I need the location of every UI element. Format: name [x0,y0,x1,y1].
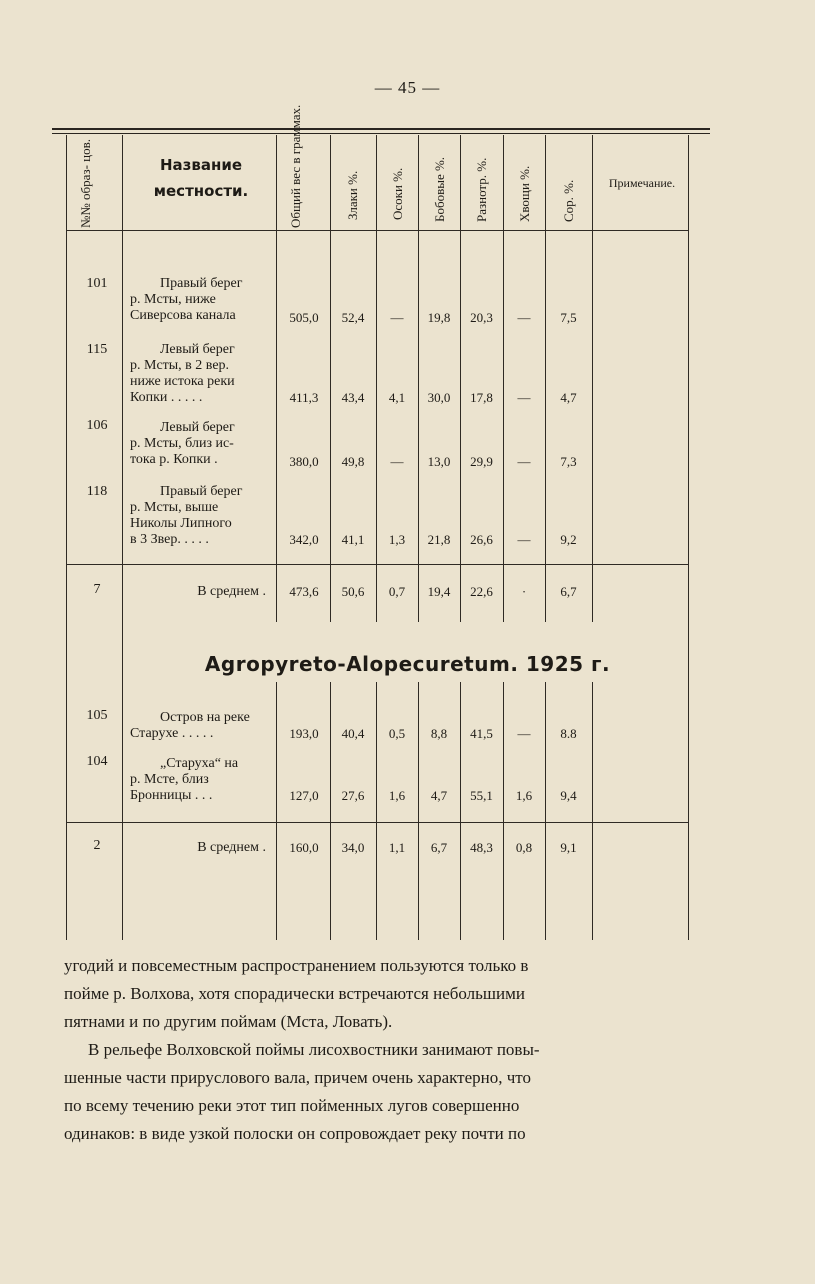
horsetails-value: — [517,532,531,547]
group1-average-rule [66,564,688,565]
locality-name: Остров на реке Старухе . . . . . [130,710,250,741]
grasses-value: 52,4 [341,310,365,325]
header-locality: Название местности. [153,156,249,200]
column-divider [66,135,67,940]
weeds-value: 4,7 [560,390,577,405]
weight-value: 193,0 [289,726,319,741]
sedges-value: 0,5 [388,726,406,741]
header-horsetails: Хвощи %. [517,165,532,222]
sedges-value: 1,6 [388,788,406,803]
sedges-value: 0,7 [388,584,406,599]
column-divider [122,135,123,940]
horsetails-value: · [521,584,527,599]
sedges-value: 4,1 [388,390,406,405]
grasses-value: 41,1 [341,532,365,547]
header-legumes: Бобовые %. [432,156,447,222]
body-text [64,952,686,1148]
sample-number: 106 [86,418,108,433]
weight-value: 505,0 [289,310,319,325]
header-forbs: Разнотр. %. [474,157,489,222]
header-weeds: Сор. %. [561,179,576,222]
weeds-value: 6,7 [560,584,577,599]
sedges-value: — [390,454,404,469]
column-divider [688,135,689,940]
sedges-value: — [390,310,404,325]
forbs-value: 17,8 [470,390,493,405]
sample-number: 118 [86,484,108,499]
text-line: шенные части прируслового вала, причем очень характерно, что [64,1068,531,1087]
legumes-value: 30,0 [427,390,451,405]
horsetails-value: — [517,726,531,741]
locality-name: Левый берег р. Мсты, близ ис- тока р. Копки . [130,420,235,467]
horsetails-value: — [517,390,531,405]
group2-average-rule [66,822,688,823]
weight-value: 160,0 [289,840,319,855]
sample-number: 104 [86,754,108,769]
sample-count: 7 [93,582,101,597]
grasses-value: 27,6 [341,788,365,803]
locality-name: „Старуха“ на р. Мсте, близ Бронницы . . . [130,756,239,803]
horsetails-value: 0,8 [515,840,533,855]
legumes-value: 19,4 [427,584,451,599]
legumes-value: 6,7 [430,840,448,855]
weeds-value: 9,2 [560,532,577,547]
average-label: В среднем . [197,840,266,855]
top-rule [52,128,710,130]
header-sedges: Осоки %. [390,167,405,220]
weight-value: 380,0 [289,454,319,469]
weeds-value: 9,1 [560,840,577,855]
weeds-value: 7,5 [560,310,577,325]
header-bottom-rule [66,230,688,231]
forbs-value: 55,1 [470,788,493,803]
sample-number: 115 [86,342,108,357]
sample-number: 101 [86,276,108,291]
forbs-value: 22,6 [470,584,493,599]
text-line: по всему течению реки этот тип пойменных лугов совершенно [64,1096,520,1115]
association-subtitle: Agropyreto-Alopecuretum. 1925 г. [204,652,611,676]
forbs-value: 48,3 [470,840,493,855]
weeds-value: 7,3 [560,454,577,469]
top-rule-2 [52,133,710,134]
column-divider [276,135,277,940]
forbs-value: 29,9 [470,454,493,469]
page-number: — 45 — [374,78,441,97]
sample-count: 2 [93,838,101,853]
column-divider [592,135,593,940]
legumes-value: 19,8 [427,310,451,325]
text-line: угодий и повсеместным распространением пользуются только в [64,956,529,975]
grasses-value: 40,4 [341,726,365,741]
forbs-value: 20,3 [470,310,493,325]
locality-name: Левый берег р. Мсты, в 2 вер. ниже истока реки Копки . . . . . [130,342,235,405]
locality-name: Правый берег р. Мсты, ниже Сиверсова канала [130,276,243,323]
locality-name: Правый берег р. Мсты, выше Николы Липного в 3 Звер. . . . . [130,484,243,547]
legumes-value: 21,8 [427,532,451,547]
sedges-value: 1,1 [388,840,406,855]
legumes-value: 8,8 [430,726,448,741]
text-line: одинаков: в виде узкой полоски он сопровождает реку почти по [64,1124,526,1143]
header-sample-no: №№ образ- цов. [78,138,93,228]
text-line: пойме р. Волхова, хотя спорадически встречаются небольшими [64,984,525,1003]
header-note: Примечание. [608,176,676,190]
grasses-value: 49,8 [341,454,365,469]
text-line: В рельефе Волховской поймы лисохвостники занимают повы- [88,1040,540,1059]
weeds-value: 9,4 [560,788,577,803]
header-grasses: Злаки %. [345,170,360,220]
horsetails-value: — [517,454,531,469]
sample-number: 105 [86,708,108,723]
horsetails-value: — [517,310,531,325]
sedges-value: 1,3 [388,532,406,547]
weight-value: 127,0 [289,788,319,803]
grasses-value: 34,0 [341,840,365,855]
weight-value: 342,0 [289,532,319,547]
forbs-value: 41,5 [470,726,493,741]
weeds-value: 8.8 [560,726,577,741]
average-label: В среднем . [197,584,266,599]
legumes-value: 13,0 [427,454,451,469]
header-total-weight: Общий вес в граммах. [288,104,303,228]
weight-value: 473,6 [289,584,319,599]
grasses-value: 43,4 [341,390,365,405]
weight-value: 411,3 [289,390,319,405]
horsetails-value: 1,6 [515,788,533,803]
legumes-value: 4,7 [430,788,448,803]
forbs-value: 26,6 [470,532,493,547]
grasses-value: 50,6 [341,584,365,599]
text-line: пятнами и по другим поймам (Мста, Ловать). [64,1012,393,1031]
